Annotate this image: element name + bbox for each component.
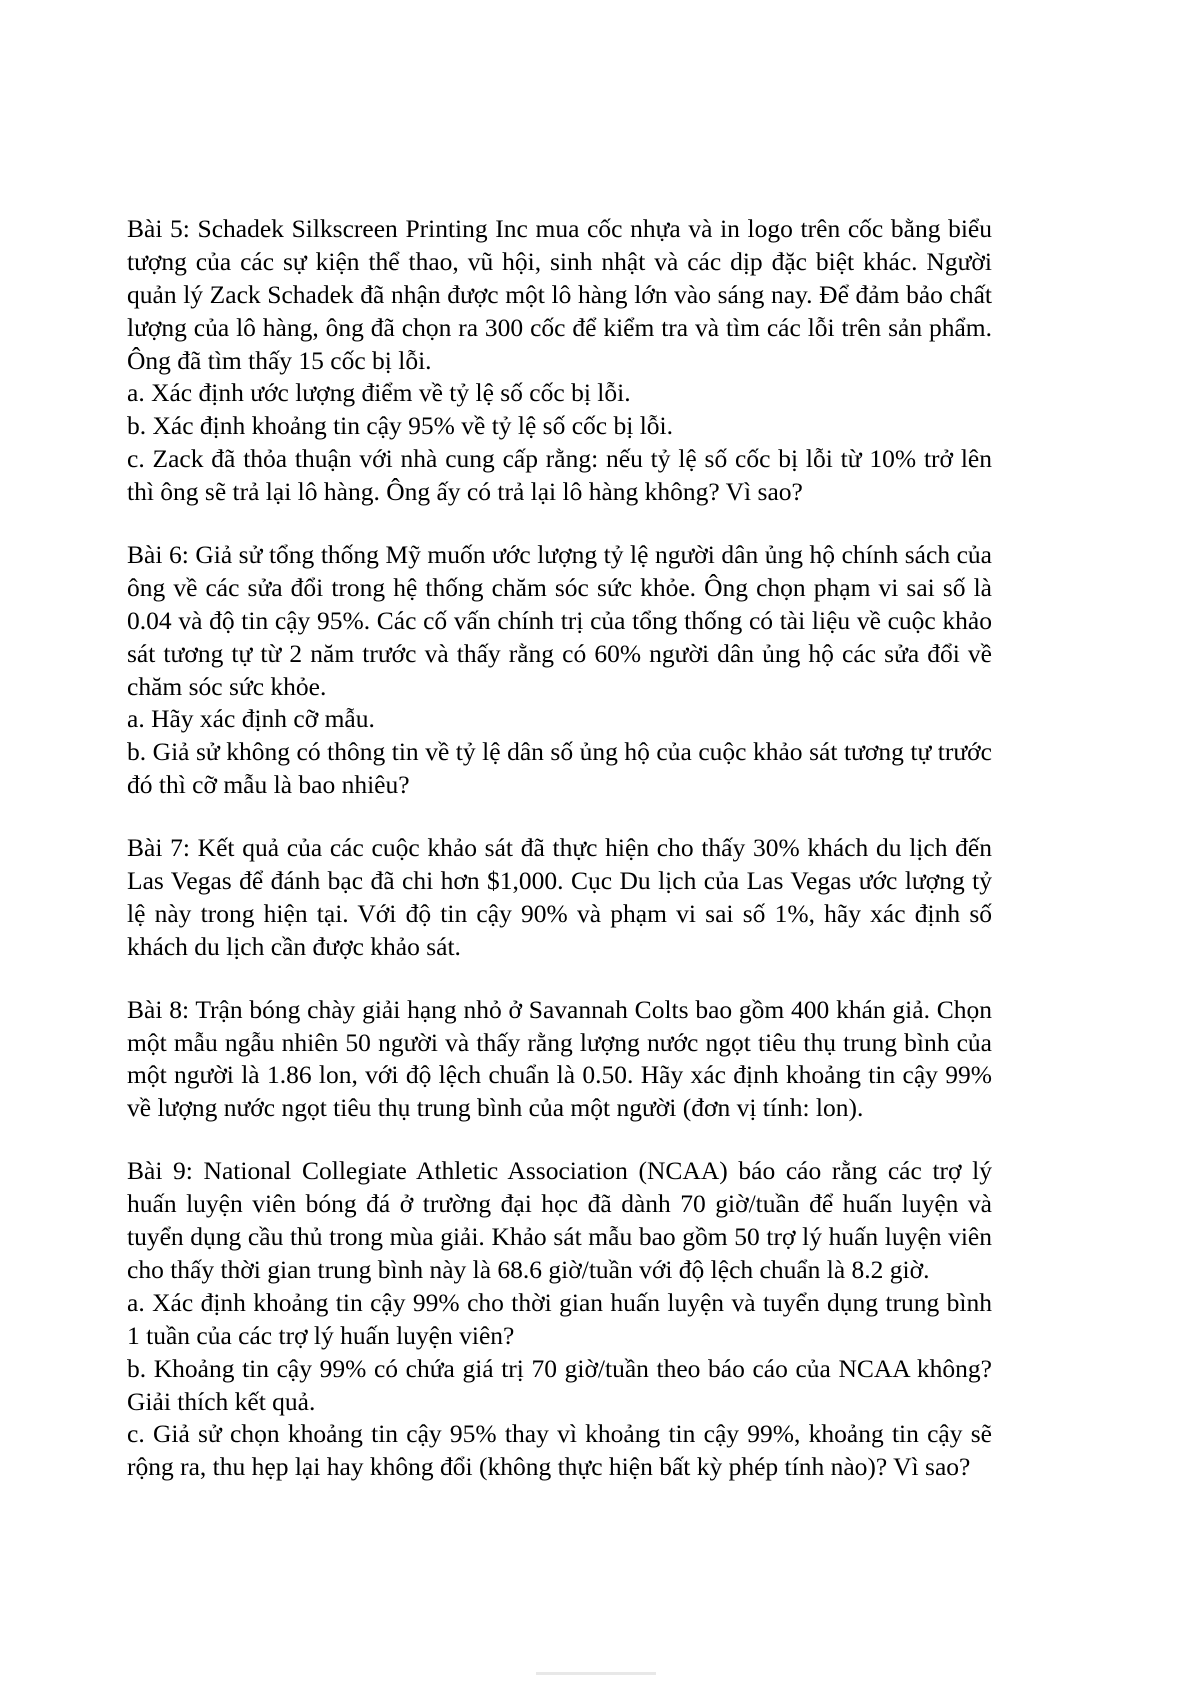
exercise-bai-9 xyxy=(127,1155,992,1484)
exercise-paragraph: b. Khoảng tin cậy 99% có chứa giá trị 70 giờ/tuần theo báo cáo của NCAA không? Giải thích kết quả. xyxy=(127,1353,992,1416)
exercise-paragraph: a. Hãy xác định cỡ mẫu. xyxy=(127,704,375,734)
document-body xyxy=(127,213,992,1484)
exercise-paragraph: b. Xác định khoảng tin cậy 95% về tỷ lệ số cốc bị lỗi. xyxy=(127,411,673,441)
exercise-paragraph: a. Xác định ước lượng điểm về tỷ lệ số cốc bị lỗi. xyxy=(127,378,631,408)
exercise-paragraph: Bài 8: Trận bóng chày giải hạng nhỏ ở Savannah Colts bao gồm 400 khán giả. Chọn một mẫu ngẫu nhiên 50 người và thấy rằng lượng nước ngọt tiêu thụ trung bình của một người là 1.86 lon, với độ lệch chuẩn là 0.50. Hãy xác định khoảng tin cậy 99% về lượng nước ngọt tiêu thụ trung bình của một người (đơn vị tính: lon). xyxy=(127,994,992,1123)
exercise-bai-7 xyxy=(127,832,992,964)
exercise-paragraph: c. Zack đã thỏa thuận với nhà cung cấp rằng: nếu tỷ lệ số cốc bị lỗi từ 10% trở lên thì ông sẽ trả lại lô hàng. Ông ấy có trả lại lô hàng không? Vì sao? xyxy=(127,444,992,507)
exercise-paragraph: Bài 6: Giả sử tổng thống Mỹ muốn ước lượng tỷ lệ người dân ủng hộ chính sách của ông về các sửa đổi trong hệ thống chăm sóc sức khỏe. Ông chọn phạm vi sai số là 0.04 và độ tin cậy 95%. Các cố vấn chính trị của tổng thống có tài liệu về cuộc khảo sát tương tự từ 2 năm trước và thấy rằng có 60% người dân ủng hộ các sửa đổi về chăm sóc sức khỏe. xyxy=(127,540,992,701)
exercise-paragraph: a. Xác định khoảng tin cậy 99% cho thời gian huấn luyện và tuyển dụng trung bình 1 tuần của các trợ lý huấn luyện viên? xyxy=(127,1287,992,1350)
exercise-bai-8 xyxy=(127,994,992,1126)
page-footer-rule xyxy=(536,1672,656,1675)
exercise-paragraph: Bài 7: Kết quả của các cuộc khảo sát đã thực hiện cho thấy 30% khách du lịch đến Las Vegas để đánh bạc đã chi hơn $1,000. Cục Du lịch của Las Vegas ước lượng tỷ lệ này trong hiện tại. Với độ tin cậy 90% và phạm vi sai số 1%, hãy xác định số khách du lịch cần được khảo sát. xyxy=(127,833,992,961)
exercise-paragraph: Bài 9: National Collegiate Athletic Association (NCAA) báo cáo rằng các trợ lý huấn luyện viên bóng đá ở trường đại học đã dành 70 giờ/tuần để huấn luyện và tuyển dụng cầu thủ trong mùa giải. Khảo sát mẫu bao gồm 50 trợ lý huấn luyện viên cho thấy thời gian trung bình này là 68.6 giờ/tuần với độ lệch chuẩn là 8.2 giờ. xyxy=(127,1156,992,1284)
exercise-paragraph: c. Giả sử chọn khoảng tin cậy 95% thay vì khoảng tin cậy 99%, khoảng tin cậy sẽ rộng ra, thu hẹp lại hay không đổi (không thực hiện bất kỳ phép tính nào)? Vì sao? xyxy=(127,1419,992,1482)
exercise-paragraph: Bài 5: Schadek Silkscreen Printing Inc mua cốc nhựa và in logo trên cốc bằng biểu tượng của các sự kiện thể thao, vũ hội, sinh nhật và các dịp đặc biệt khác. Người quản lý Zack Schadek đã nhận được một lô hàng lớn vào sáng nay. Để đảm bảo chất lượng của lô hàng, ông đã chọn ra 300 cốc để kiểm tra và tìm các lỗi trên sản phẩm. Ông đã tìm thấy 15 cốc bị lỗi. xyxy=(127,214,992,375)
exercise-bai-6 xyxy=(127,539,992,802)
exercise-bai-5 xyxy=(127,213,992,509)
exercise-paragraph: b. Giả sử không có thông tin về tỷ lệ dân số ủng hộ của cuộc khảo sát tương tự trước đó thì cỡ mẫu là bao nhiêu? xyxy=(127,737,992,800)
